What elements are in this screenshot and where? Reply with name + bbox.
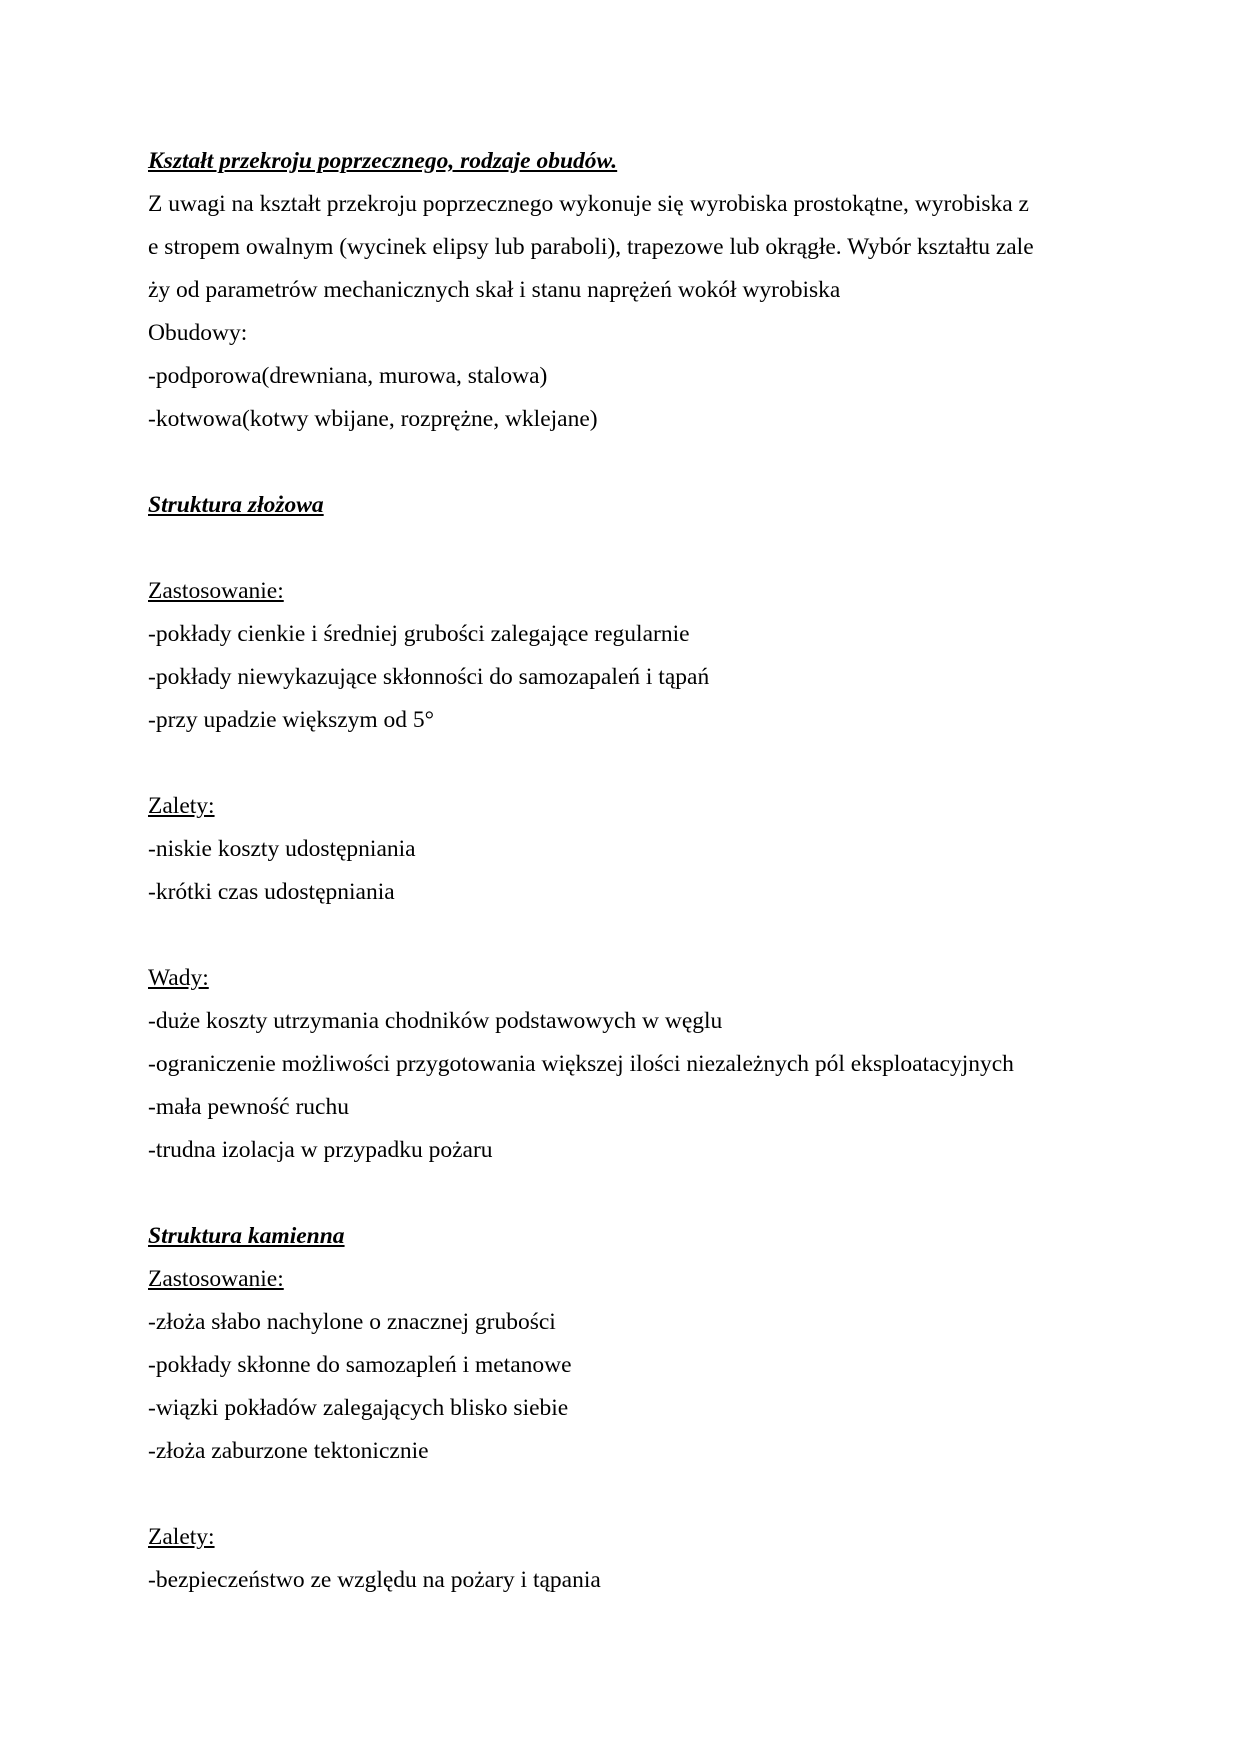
spacer [148, 914, 1108, 957]
list-item: -złoża zaburzone tektonicznie [148, 1438, 429, 1464]
spacer [148, 441, 1108, 484]
list-item: -wiązki pokładów zalegających blisko siebie [148, 1395, 569, 1421]
list-item: -złoża słabo nachylone o znacznej grubości [148, 1309, 556, 1335]
list-item: -ograniczenie możliwości przygotowania większej ilości niezależnych pól eksploatacyjnych [148, 1051, 1014, 1077]
zalety-label: Zalety: [148, 793, 215, 819]
paragraph-line: ży od parametrów mechanicznych skał i stanu naprężeń wokół wyrobiska [148, 277, 841, 303]
obudowy-label: Obudowy: [148, 320, 248, 346]
paragraph-line: e stropem owalnym (wycinek elipsy lub paraboli), trapezowe lub okrągłe. Wybór kształtu zale [148, 234, 1034, 260]
section-title-structure-stone: Struktura kamienna [148, 1223, 345, 1249]
section-title-cross-section: Kształt przekroju poprzecznego, rodzaje obudów. [148, 148, 618, 174]
section-title-structure-deposit: Struktura złożowa [148, 492, 324, 518]
zastosowanie-label: Zastosowanie: [148, 1266, 284, 1292]
wady-label: Wady: [148, 965, 209, 991]
list-item: -duże koszty utrzymania chodników podstawowych w węglu [148, 1008, 723, 1034]
zalety-label: Zalety: [148, 1524, 215, 1550]
list-item: -krótki czas udostępniania [148, 879, 395, 905]
spacer [148, 527, 1108, 570]
list-item: -niskie koszty udostępniania [148, 836, 416, 862]
list-item: -pokłady cienkie i średniej grubości zalegające regularnie [148, 621, 690, 647]
list-item: -pokłady skłonne do samozapleń i metanowe [148, 1352, 572, 1378]
spacer [148, 742, 1108, 785]
list-item: -mała pewność ruchu [148, 1094, 349, 1120]
spacer [148, 1473, 1108, 1516]
zastosowanie-label: Zastosowanie: [148, 578, 284, 604]
spacer [148, 1172, 1108, 1215]
list-item: -pokłady niewykazujące skłonności do samozapaleń i tąpań [148, 664, 710, 690]
list-item: -przy upadzie większym od 5° [148, 707, 435, 733]
list-item: -kotwowa(kotwy wbijane, rozprężne, wklejane) [148, 406, 598, 432]
list-item: -bezpieczeństwo ze względu na pożary i tąpania [148, 1567, 601, 1593]
paragraph-line: Z uwagi na kształt przekroju poprzecznego wykonuje się wyrobiska prostokątne, wyrobiska z [148, 191, 1029, 217]
document-page [148, 140, 1108, 1602]
list-item: -trudna izolacja w przypadku pożaru [148, 1137, 493, 1163]
list-item: -podporowa(drewniana, murowa, stalowa) [148, 363, 548, 389]
